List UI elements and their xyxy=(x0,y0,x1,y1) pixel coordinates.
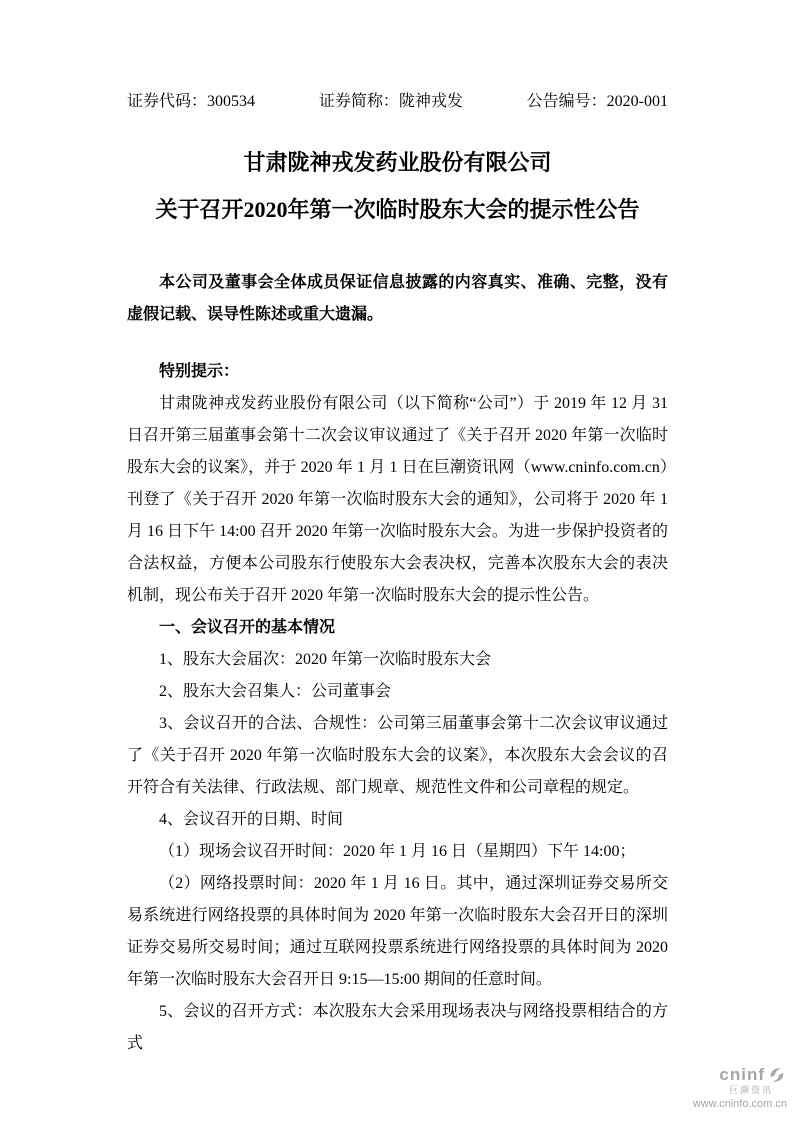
security-name: 证券简称：陇神戎发 xyxy=(318,93,463,110)
special-notice-paragraph: 甘肃陇神戎发药业股份有限公司（以下简称“公司”）于 2019 年 12 月 31 日召开第三届董事会第十二次会议审议通过了《关于召开 2020 年第一次临时股东大会的议案》，并于 2020 年 1 月 1 日在巨潮资讯网（www.cninfo.com.cn）刊登了《关于召开 2020 年第一次临时股东大会的通知》，公司将于 2020 年 1 月 16 日下午 14:00 召开 2020 年第一次临时股东大会。为进一步保护投资者的合法权益，方便本公司股东行使股东大会表决权，完善本次股东大会的表决机制，现公布关于召开 2020 年第一次临时股东大会的提示性公告。 xyxy=(127,395,668,604)
cninfo-logo-url: www.cninfo.com.cn xyxy=(692,1097,787,1110)
cninfo-swirl-icon xyxy=(767,1065,787,1085)
cninfo-logo-text: cninf xyxy=(719,1064,765,1084)
section1-heading: 一、会议召开的基本情况 xyxy=(159,619,336,636)
section1-item-meeting-method: 5、会议的召开方式：本次股东大会采用现场表决与网络投票相结合的方式 xyxy=(127,1003,668,1052)
section1-item-convener: 2、股东大会召集人：公司董事会 xyxy=(159,683,392,700)
disclaimer-paragraph: 本公司及董事会全体成员保证信息披露的内容真实、准确、完整，没有虚假记载、误导性陈述或重大遗漏。 xyxy=(127,274,668,323)
document-header xyxy=(127,92,668,112)
section1-item-meeting-session: 1、股东大会届次：2020 年第一次临时股东大会 xyxy=(159,651,492,668)
section1-item-onsite-time: （1）现场会议召开时间：2020 年 1 月 16 日（星期四）下午 14:00； xyxy=(159,843,636,860)
section1-item-date-time: 4、会议召开的日期、时间 xyxy=(159,811,344,828)
cninfo-logo-chinese: 巨潮资讯 xyxy=(728,1085,773,1096)
company-name-title: 甘肃陇神戎发药业股份有限公司 xyxy=(243,150,552,175)
security-code: 证券代码：300534 xyxy=(127,93,256,110)
cninfo-logo-row xyxy=(693,1065,787,1085)
section1-item-online-vote-time: （2）网络投票时间：2020 年 1 月 16 日。其中，通过深圳证券交易所交易系统进行网络投票的具体时间为 2020 年第一次临时股东大会召开日的深圳证券交易所交易时间；通过互联网投票系统进行网络投票的具体时间为 2020 年第一次临时股东大会召开日 9:15—15:00 期间的任意时间。 xyxy=(127,875,668,988)
announcement-title: 关于召开2020年第一次临时股东大会的提示性公告 xyxy=(155,197,640,222)
announcement-number: 公告编号：2020-001 xyxy=(526,93,668,110)
cninfo-watermark xyxy=(693,1065,787,1110)
special-notice-label: 特别提示： xyxy=(159,363,240,380)
section1-item-legality: 3、会议召开的合法、合规性：公司第三届董事会第十二次会议审议通过了《关于召开 2020 年第一次临时股东大会的议案》，本次股东大会会议的召开符合有关法律、行政法规、部门规章、规范性文件和公司章程的规定。 xyxy=(127,715,668,796)
